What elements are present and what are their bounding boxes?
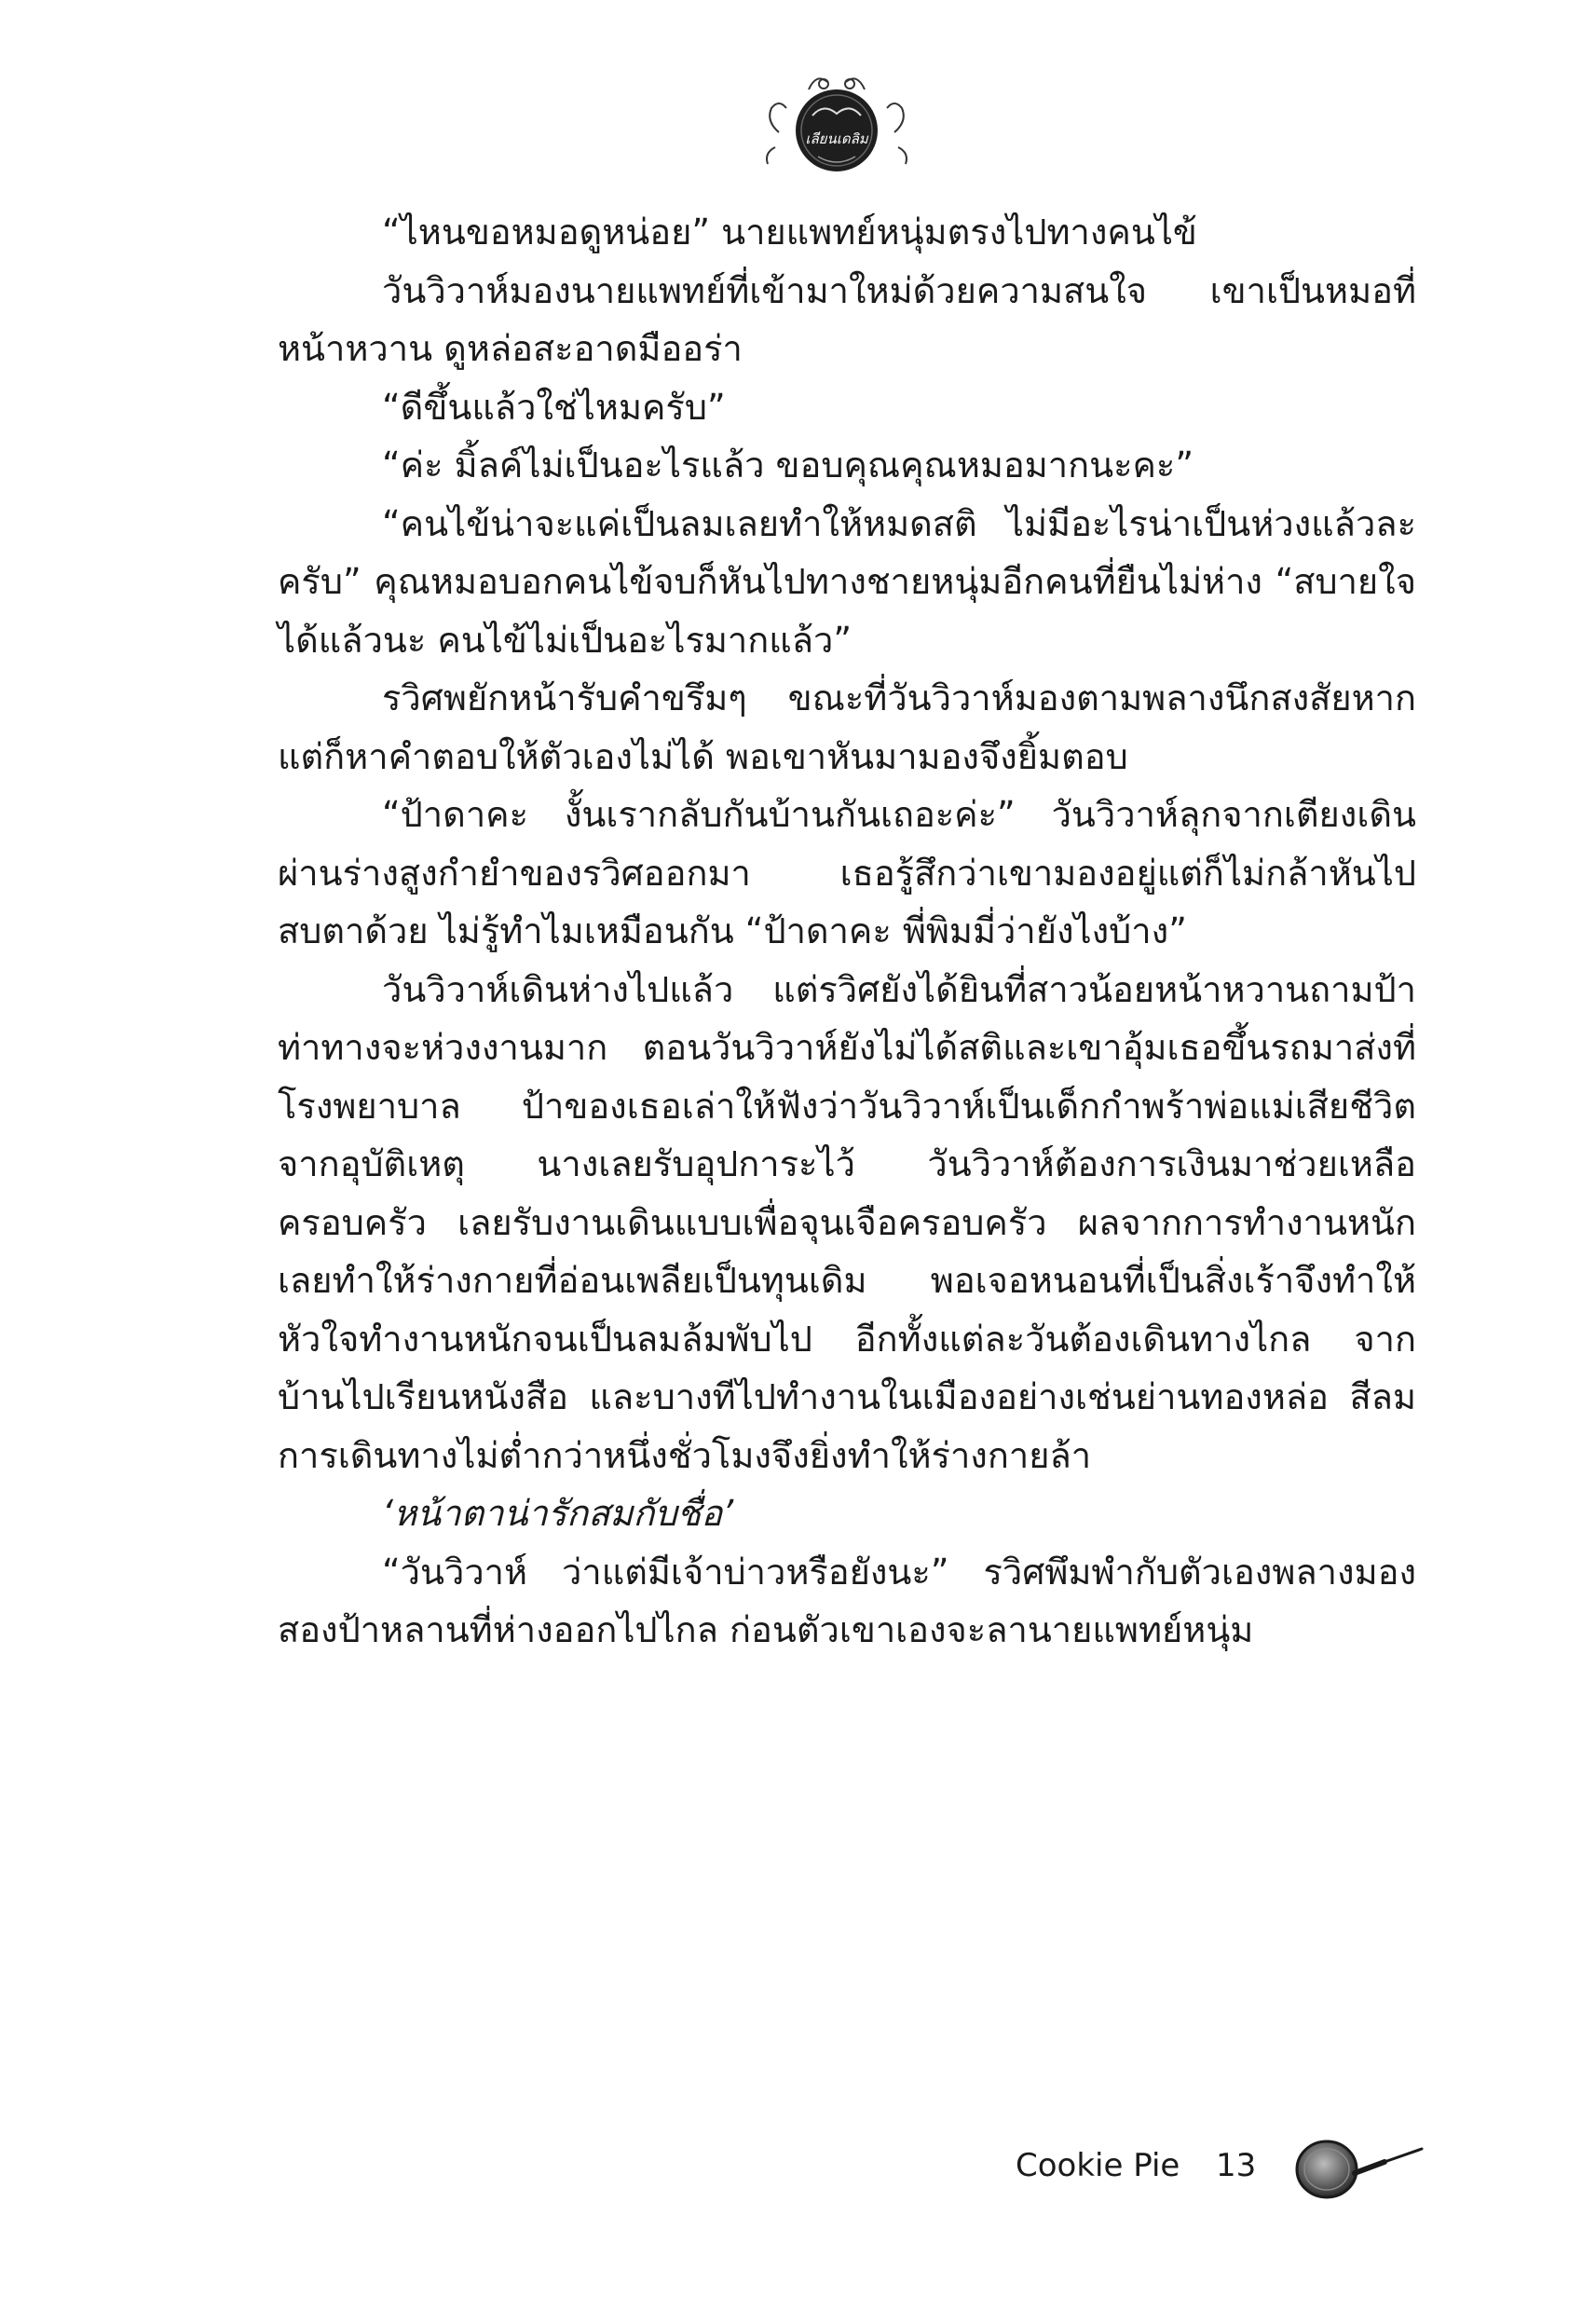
frying-pan-icon (1295, 2136, 1425, 2201)
book-title: Cookie Pie (1016, 2147, 1180, 2184)
story-text (278, 203, 1416, 1660)
emblem-text: เลียนเดลิม (805, 130, 868, 147)
paragraph: วันวิวาห์เดินห่างไปแล้ว แต่รวิศยังได้ยินที่สาวน้อยหน้าหวานถามป้า ท่าทางจะห่วงงานมาก ตอนวันวิวาห์ยังไม่ได้สติและเขาอุ้มเธอขึ้นรถมาส่งที่โรงพยาบาล ป้าของเธอเล่าให้ฟังว่าวันวิวาห์เป็นเด็กกำพร้าพ่อแม่เสียชีวิตจากอุบัติเหตุ นางเลยรับอุปการะไว้ วันวิวาห์ต้องการเงินมาช่วยเหลือครอบครัว เลยรับงานเดินแบบเพื่อจุนเจือครอบครัว ผลจากการทำงานหนักเลยทำให้ร่างกายที่อ่อนเพลียเป็นทุนเดิม พอเจอหนอนที่เป็นสิ่งเร้าจึงทำให้หัวใจทำงานหนักจนเป็นลมล้มพับไป อีกทั้งแต่ละวันต้องเดินทางไกล จากบ้านไปเรียนหนังสือ และบางทีไปทำงานในเมืองอย่างเช่นย่านทองหล่อ สีลม การเดินทางไม่ต่ำกว่าหนึ่งชั่วโมงจึงยิ่งทำให้ร่างกายล้า (278, 968, 1416, 1476)
page-footer (1016, 2136, 1425, 2201)
paragraph: วันวิวาห์มองนายแพทย์ที่เข้ามาใหม่ด้วยความสนใจ เขาเป็นหมอที่หน้าหวาน ดูหล่อสะอาดมืออร่า (278, 269, 1416, 369)
thought-paragraph: ‘หน้าตาน่ารักสมกับชื่อ’ (382, 1493, 734, 1534)
paragraph: รวิศพยักหน้ารับคำขรึมๆ ขณะที่วันวิวาห์มองตามพลางนึกสงสัยหากแต่ก็หาคำตอบให้ตัวเองไม่ได้ พอเขาหันมามองจึงยิ้มตอบ (278, 677, 1416, 777)
paragraph: “ค่ะ มิ้ลค์ไม่เป็นอะไรแล้ว ขอบคุณคุณหมอมากนะคะ” (382, 444, 1194, 485)
paragraph: “ไหนขอหมอดูหน่อย” นายแพทย์หนุ่มตรงไปทางคนไข้ (382, 212, 1197, 253)
paragraph: “คนไข้น่าจะแค่เป็นลมเลยทำให้หมดสติ ไม่มีอะไรน่าเป็นห่วงแล้วละครับ” คุณหมอบอกคนไข้จบก็หันไปทางชายหนุ่มอีกคนที่ยืนไม่ห่าง “สบายใจได้แล้วนะ คนไข้ไม่เป็นอะไรมากแล้ว” (278, 502, 1416, 661)
page-number: 13 (1216, 2147, 1257, 2184)
ornamental-seal-icon (762, 67, 911, 177)
paragraph: “ดีขึ้นแล้วใช่ไหมครับ” (382, 386, 726, 428)
paragraph: “ป้าดาคะ งั้นเรากลับกันบ้านกันเถอะค่ะ” วันวิวาห์ลุกจากเตียงเดินผ่านร่างสูงกำยำของรวิศออกมา เธอรู้สึกว่าเขามองอยู่แต่ก็ไม่กล้าหันไปสบตาด้วย ไม่รู้ทำไมเหมือนกัน “ป้าดาคะ พี่พิมมี่ว่ายังไงบ้าง” (278, 794, 1416, 951)
paragraph: “วันวิวาห์ ว่าแต่มีเจ้าบ่าวหรือยังนะ” รวิศพึมพำกับตัวเองพลางมองสองป้าหลานที่ห่างออกไปไกล ก่อนตัวเขาเองจะลานายแพทย์หนุ่ม (278, 1551, 1416, 1650)
